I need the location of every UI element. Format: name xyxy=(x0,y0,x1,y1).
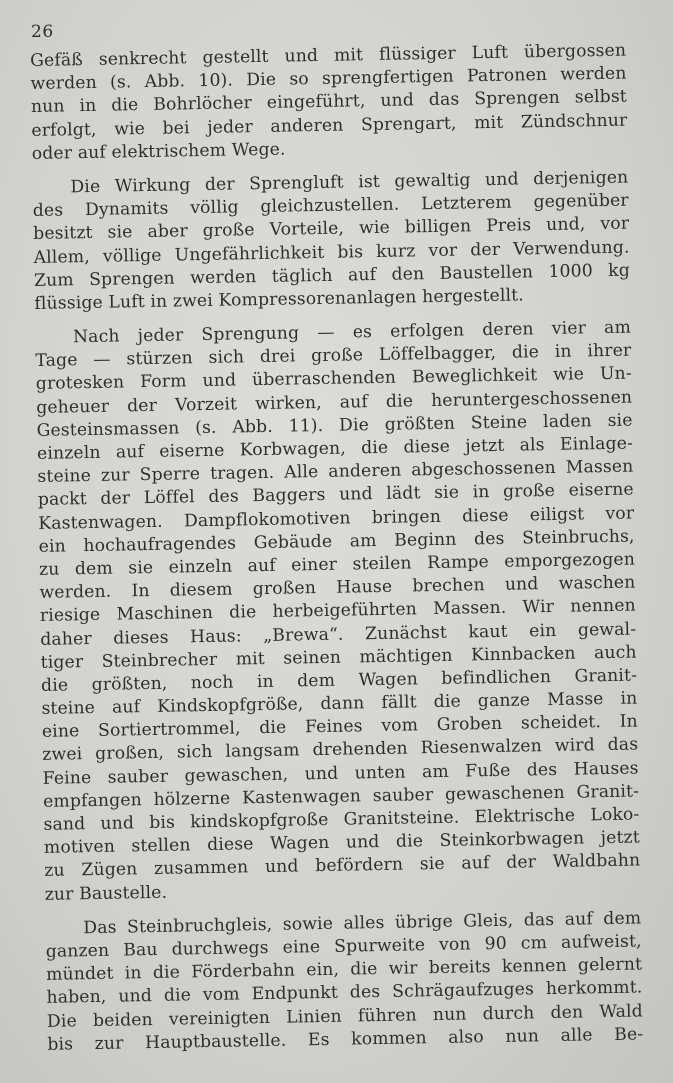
text-line: geheuer der Vorzeit wirken, auf die heruntergeschossenen xyxy=(36,387,633,418)
text-line: Gesteinsmassen (s. Abb. 11). Die größten Steine laden sie xyxy=(36,410,633,441)
text-line: haben, und die vom Endpunkt des Schrägaufzuges herkommt. xyxy=(46,977,643,1009)
text-line: einzeln auf eiserne Korbwagen, die diese jetzt als Einlage- xyxy=(36,433,634,464)
text-line: Feine sauber gewaschen, und unten am Fuße des Hauses xyxy=(42,758,639,789)
paragraph-4 xyxy=(45,907,643,1057)
text-line: sand und bis kindskopfgroße Granitsteine. Elektrische Loko- xyxy=(43,804,640,835)
text-line: bis zur Hauptbaustelle. Es kommen also nun alle Be- xyxy=(47,1024,644,1055)
text-line: zu dem sie einzeln auf einer steilen Rampe emporgezogen xyxy=(38,549,636,580)
text-line: ganzen Bau durchwegs eine Spurweite von 90 cm aufweist, xyxy=(45,931,642,962)
text-line: werden (s. Abb. 10). Die so sprengfertigen Patronen werden xyxy=(30,63,627,95)
text-line: die größten, noch in dem Wagen befindlichen Granit- xyxy=(40,665,638,696)
text-line: packt der Löffel des Baggers und lädt sie in große eiserne xyxy=(37,479,634,511)
text-line: erfolgt, wie bei jeder anderen Sprengart, mit Zündschnur xyxy=(31,110,628,141)
paragraph-2 xyxy=(32,167,630,317)
text-line: riesige Maschinen die herbeigeführten Massen. Wir nennen xyxy=(39,595,636,627)
text-line: daher dieses Haus: „Brewa“. Zunächst kaut ein gewal- xyxy=(40,619,637,650)
text-line: des Dynamits völlig gleichzustellen. Letzterem gegenüber xyxy=(32,190,629,222)
text-line: Die beiden vereinigten Linien führen nun durch den Wald xyxy=(46,1000,644,1032)
text-line: steine auf Kindskopfgröße, dann fällt die ganze Masse in xyxy=(41,688,638,719)
text-line: flüssige Luft in zwei Kompressorenanlagen hergestellt. xyxy=(34,285,524,314)
text-line: ein hochaufragendes Gebäude am Beginn des Steinbruchs, xyxy=(38,526,635,557)
text-line: Allem, völlige Ungefährlichkeit bis kurz vor der Verwendung. xyxy=(33,237,630,268)
text-line: zu Zügen zusammen und befördern sie auf der Waldbahn xyxy=(44,850,641,882)
text-line: Tage — stürzen sich drei große Löffelbagger, die in ihrer xyxy=(35,340,632,372)
paragraph-3 xyxy=(35,317,641,907)
text-line: Die Wirkung der Sprengluft ist gewaltig und derjenigen xyxy=(70,167,629,198)
text-line: mündet in die Förderbahn ein, die wir bereits kennen gelernt xyxy=(45,954,643,985)
page-number: 26 xyxy=(31,22,54,42)
text-line: Das Steinbruchgleis, sowie alles übrige Gleis, das auf dem xyxy=(83,908,642,938)
body-text xyxy=(30,40,643,1057)
text-line: werden. In diesem großen Hause brechen und waschen xyxy=(39,572,636,604)
text-line: Gefäß senkrecht gestellt und mit flüssiger Luft übergossen xyxy=(30,40,627,71)
text-line: steine zur Sperre tragen. Alle anderen abgeschossenen Massen xyxy=(37,456,634,488)
text-line: besitzt sie aber große Vorteile, wie billigen Preis und, vor xyxy=(33,213,630,245)
text-line: motiven stellen diese Wagen und die Steinkorbwagen jetzt xyxy=(43,827,641,859)
text-line: nun in die Bohrlöcher eingeführt, und das Sprengen selbst xyxy=(30,86,628,118)
text-line: Zum Sprengen werden täglich auf den Baustellen 1000 kg xyxy=(33,260,631,291)
text-line: empfangen hölzerne Kastenwagen sauber gewaschenen Granit- xyxy=(42,781,640,812)
paragraph-1 xyxy=(30,40,628,166)
text-line: eine Sortiertrommel, die Feines vom Groben scheidet. In xyxy=(41,711,638,743)
text-line: Nach jeder Sprengung — es erfolgen deren vier am xyxy=(72,317,632,348)
text-line: zwei großen, sich langsam drehenden Riesenwalzen wird das xyxy=(42,734,639,766)
text-line: Kastenwagen. Dampflokomotiven bringen diese eiligst vor xyxy=(38,503,635,534)
text-line: grotesken Form und überraschenden Beweglichkeit wie Un- xyxy=(35,363,632,395)
text-line: zur Baustelle. xyxy=(44,882,168,905)
text-line: tiger Steinbrecher mit seinen mächtigen Kinnbacken auch xyxy=(40,642,637,673)
text-line: oder auf elektrischem Wege. xyxy=(31,139,286,164)
